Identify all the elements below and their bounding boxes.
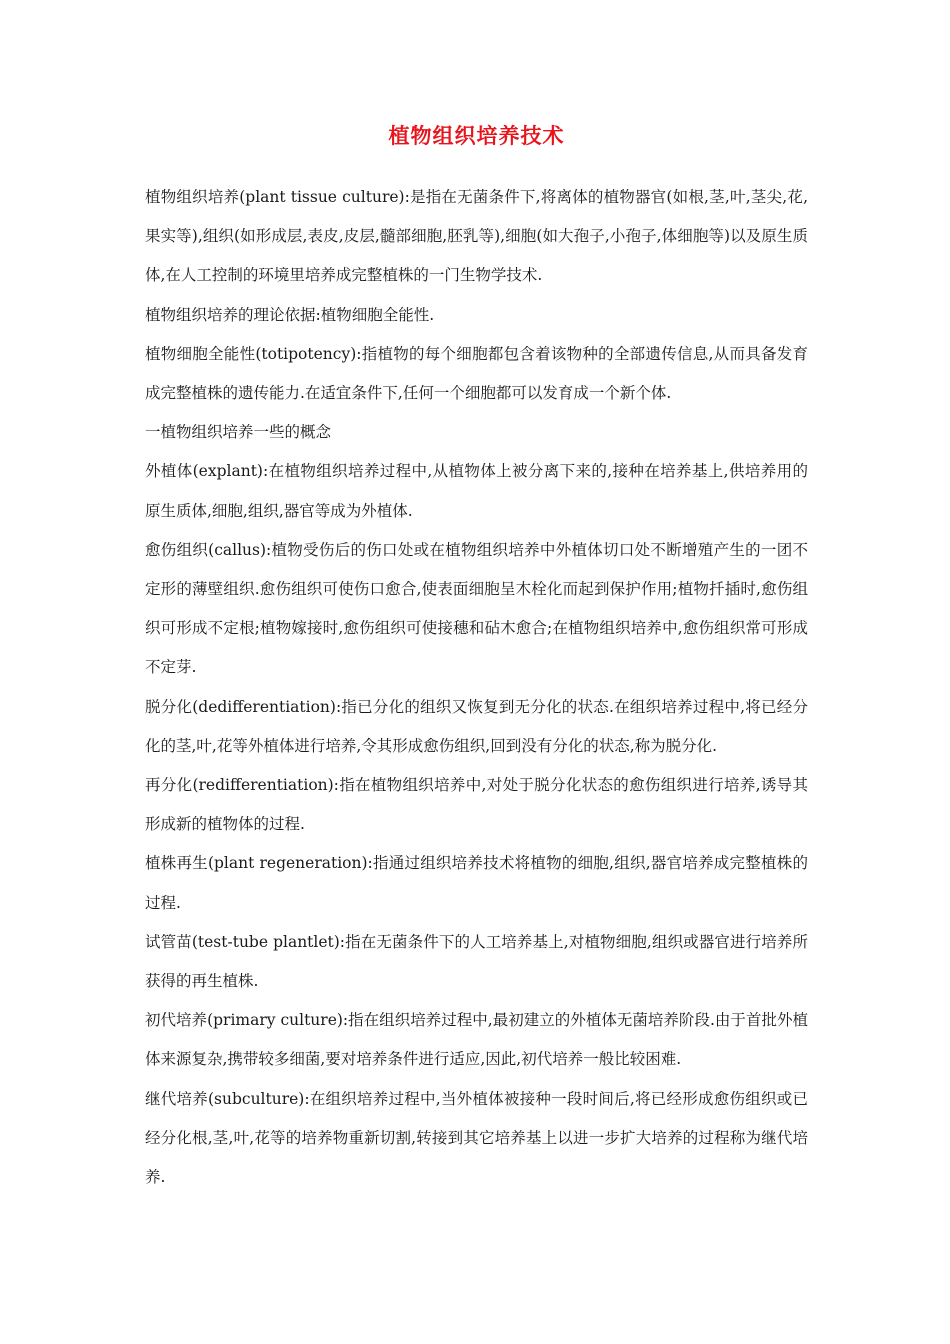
paragraph-explant: 外植体(explant):在植物组织培养过程中,从植物体上被分离下来的,接种在培养基上,供培养用的原生质体,细胞,组织,器官等成为外植体. [145,462,808,520]
paragraph-plant-regeneration: 植株再生(plant regeneration):指通过组织培养技术将植物的细胞,组织,器官培养成完整植株的过程. [145,854,808,912]
document-title: 植物组织培养技术 [388,123,565,148]
paragraph-subculture: 继代培养(subculture):在组织培养过程中,当外植体被接种一段时间后,将已经形成愈伤组织或已经分化根,茎,叶,花等的培养物重新切割,转接到其它培养基上以进一步扩大培养的过程称为继代培养. [145,1089,808,1187]
paragraph-redifferentiation: 再分化(redifferentiation):指在植物组织培养中,对处于脱分化状态的愈伤组织进行培养,诱导其形成新的植物体的过程. [145,776,808,834]
paragraph-callus: 愈伤组织(callus):植物受伤后的伤口处或在植物组织培养中外植体切口处不断增殖产生的一团不定形的薄壁组织.愈伤组织可使伤口愈合,使表面细胞呈木栓化而起到保护作用;植物扦插时,愈伤组织可形成不定根;植物嫁接时,愈伤组织可使接穗和砧木愈合;在植物组织培养中,愈伤组织常可形成不定芽. [145,540,808,677]
paragraph-plant-tissue-culture: 植物组织培养(plant tissue culture):是指在无菌条件下,将离体的植物器官(如根,茎,叶,茎尖,花,果实等),组织(如形成层,表皮,皮层,髓部细胞,胚乳等),细胞(如大孢子,小孢子,体细胞等)以及原生质体,在人工控制的环境里培养成完整植株的一门生物学技术. [145,188,808,285]
document-page [145,116,808,1197]
paragraph-dedifferentiation: 脱分化(dedifferentiation):指已分化的组织又恢复到无分化的状态.在组织培养过程中,将已经分化的茎,叶,花等外植体进行培养,令其形成愈伤组织,回到没有分化的状态,称为脱分化. [145,697,808,755]
paragraph-theory-basis: 植物组织培养的理论依据:植物细胞全能性. [145,305,435,324]
paragraph-primary-culture: 初代培养(primary culture):指在组织培养过程中,最初建立的外植体无菌培养阶段.由于首批外植体来源复杂,携带较多细菌,要对培养条件进行适应,因此,初代培养一般比较困难. [145,1011,808,1069]
paragraph-totipotency: 植物细胞全能性(totipotency):指植物的每个细胞都包含着该物种的全部遗传信息,从而具备发育成完整植株的遗传能力.在适宜条件下,任何一个细胞都可以发育成一个新个体. [145,344,808,403]
paragraph-test-tube-plantlet: 试管苗(test-tube plantlet):指在无菌条件下的人工培养基上,对植物细胞,组织或器官进行培养所获得的再生植株. [145,932,808,991]
section-heading-concepts: 一植物组织培养一些的概念 [145,423,332,442]
